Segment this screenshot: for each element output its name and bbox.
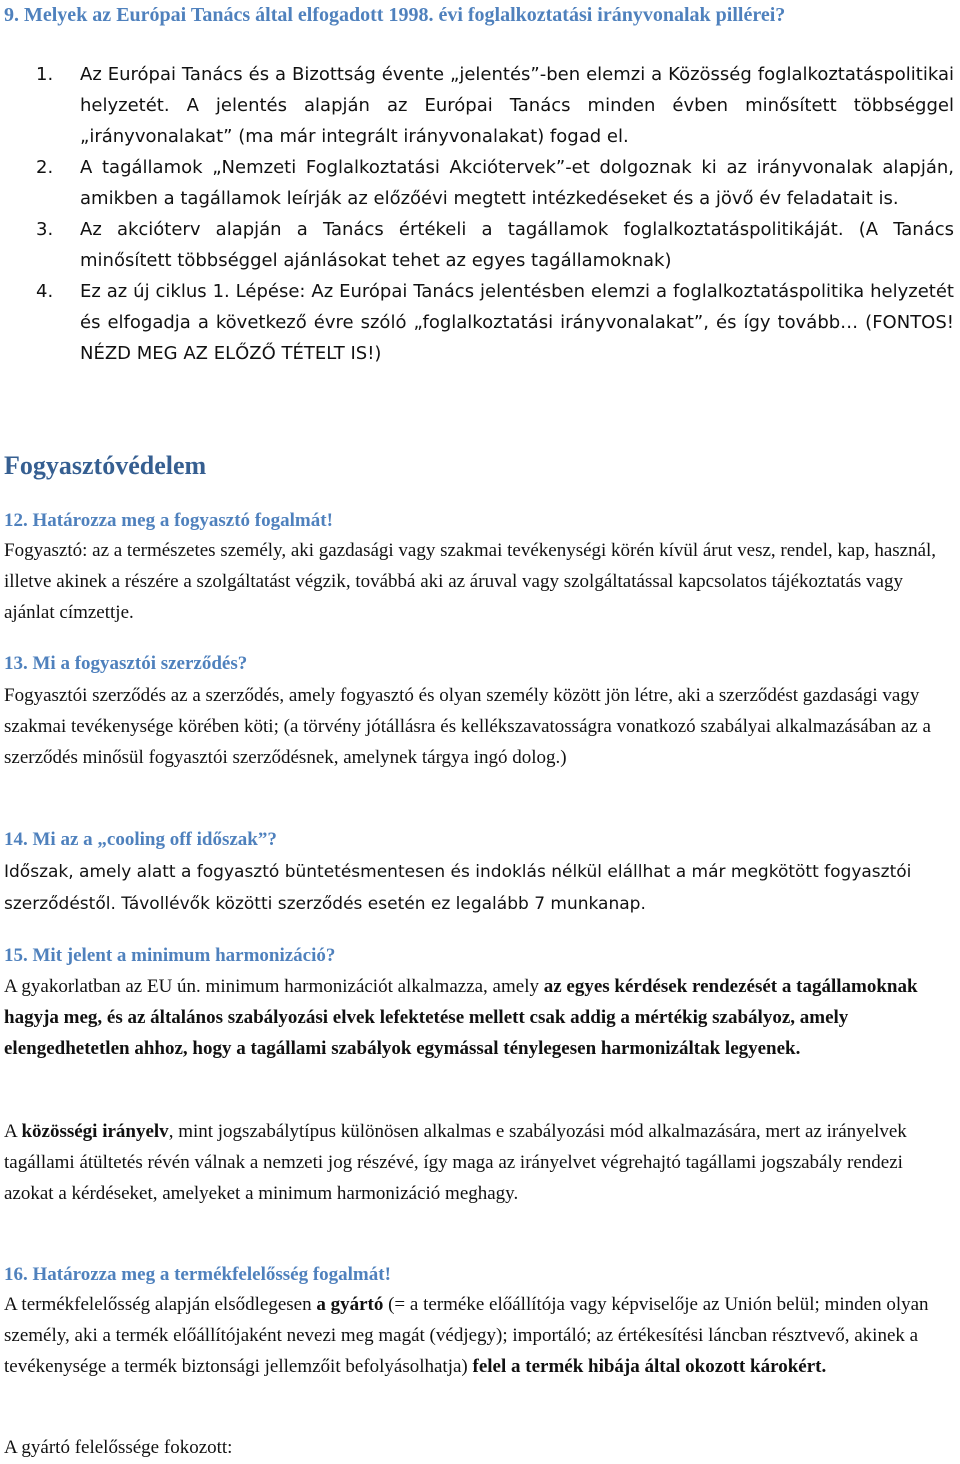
list-item-number: 3. [36,219,54,240]
list-item [4,214,954,276]
question-16-paragraph-2: A gyártó felelőssége fokozott: [4,1437,233,1458]
paragraph-text: A gyakorlatban az EU ún. minimum harmonizációt alkalmazza, amely [4,976,544,997]
list-item-number: 4. [36,281,54,302]
question-15-paragraph-2 [4,1116,956,1209]
list-item [4,152,954,214]
paragraph-text: A termékfelelősség alapján elsődlegesen [4,1294,317,1315]
question-14-body: Időszak, amely alatt a fogyasztó büntetésmentesen és indoklás nélkül elállhat a már megkötött fogyasztói szerződéstől. Távollévők közötti szerződés esetén ez legalább 7 munkanap. [4,862,912,914]
question-16-heading: 16. Határozza meg a termékfelelősség fogalmát! [4,1264,391,1285]
question-12-heading: 12. Határozza meg a fogyasztó fogalmát! [4,510,333,531]
question-14-heading: 14. Mi az a „cooling off időszak”? [4,829,277,850]
list-item-text: Ez az új ciklus 1. Lépése: Az Európai Tanács jelentésben elemzi a foglalkoztatáspolitika helyzetét és elfogadja a következő évre szóló „foglalkoztatási irányvonalakat”, és így tovább… (FONTOS! NÉZD MEG AZ ELŐZŐ TÉTELT IS!) [80,281,954,364]
emphasis-text: az egyes kérdések rendezését a tagállamoknak hagyja meg, és az általános szabályozási elvek lefektetése mellett csak addig a mértékig szabályoz, amely elengedhetetlen ahhoz, hogy a tagállami szabályok egymással ténylegesen harmonizáltak legyenek. [4,976,918,1059]
question-12-body: Fogyasztó: az a természetes személy, aki gazdasági vagy szakmai tevékenységi körén kívül árut vesz, rendel, kap, használ, illetve akinek a részére a szolgáltatást végzik, továbbá aki az áruval vagy szolgáltatással kapcsolatos tájékoztatás vagy ajánlat címzettje. [4,540,937,623]
list-item-number: 2. [36,157,54,178]
section-9-list [4,59,954,369]
question-15-paragraph-1 [4,971,956,1064]
question-13-body: Fogyasztói szerződés az a szerződés, amely fogyasztó és olyan személy között jön létre, aki a szerződést gazdasági vagy szakmai tevékenysége körében köti; (a törvény jótállásra és kellékszavatosságra vonatkozó szabályai alkalmazásában az a szerződés minősül fogyasztói szerződésnek, amelynek tárgya ingó dolog.) [4,685,931,768]
question-13-heading: 13. Mi a fogyasztói szerződés? [4,653,248,674]
list-item [4,276,954,369]
emphasis-text: a gyártó [316,1294,384,1315]
section-9-heading: 9. Melyek az Európai Tanács által elfogadott 1998. évi foglalkoztatási irányvonalak pillérei? [4,4,786,26]
list-item-text: Az akcióterv alapján a Tanács értékeli a tagállamok foglalkoztatáspolitikáját. (A Tanács minősített többséggel ajánlásokat tehet az egyes tagállamoknak) [80,219,954,271]
emphasis-text: közösségi irányelv [21,1121,169,1142]
list-item-text: Az Európai Tanács és a Bizottság évente „jelentés”-ben elemzi a Közösség foglalkoztatáspolitikai helyzetét. A jelentés alapján az Európai Tanács minden évben minősített többséggel „irányvonalakat” (ma már integrált irányvonalakat) fogad el. [80,64,954,147]
paragraph-text: A [4,1121,22,1142]
question-16-paragraph-1 [4,1289,956,1382]
emphasis-text: felel a termék hibája által okozott károkért. [472,1356,827,1377]
list-item-number: 1. [36,64,54,85]
page-title: Fogyasztóvédelem [4,451,207,480]
question-15-heading: 15. Mit jelent a minimum harmonizáció? [4,945,336,966]
paragraph-text: , mint jogszabálytípus különösen alkalmas e szabályozási mód alkalmazására, mert az irányelvek tagállami átültetés révén válnak a nemzeti jog részévé, így maga az irányelvet végrehajtó tagállami jogszabály rendezi azokat a kérdéseket, amelyeket a minimum harmonizáció meghagy. [4,1121,907,1204]
list-item-text: A tagállamok „Nemzeti Foglalkoztatási Akciótervek”-et dolgoznak ki az irányvonalak alapján, amikben a tagállamok leírják az előzőévi megtett intézkedéseket és a jövő év feladatait is. [80,157,954,209]
list-item [4,59,954,152]
paragraph-text: (= a terméke előállítója vagy képviselője az Unión belül; minden olyan személy, aki a termék előállítójaként nevezi meg magát (védjegy); importáló; az értékesítési láncban résztvevő, akinek a tevékenysége a termék biztonsági jellemzőit befolyásolhatja) [4,1294,929,1377]
